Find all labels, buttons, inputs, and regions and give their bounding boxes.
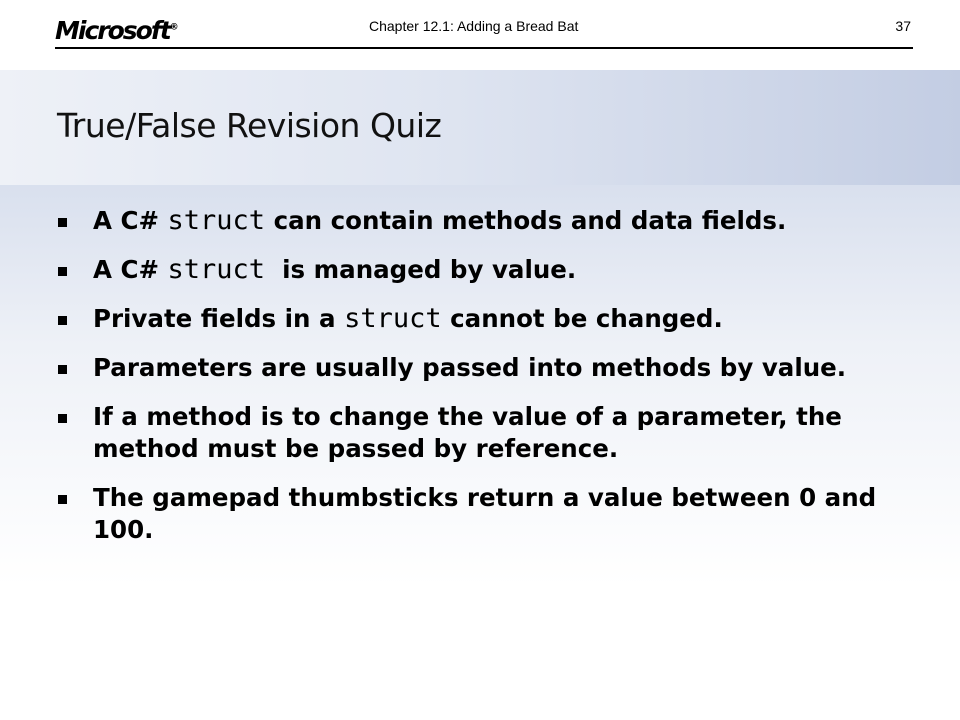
square-bullet-icon (58, 218, 67, 227)
square-bullet-icon (58, 414, 67, 423)
square-bullet-icon (58, 365, 67, 374)
square-bullet-icon (58, 495, 67, 504)
square-bullet-icon (58, 316, 67, 325)
quiz-item-6: The gamepad thumbsticks return a value between 0 and 100. (58, 482, 938, 546)
slide-header (55, 12, 913, 48)
square-bullet-icon (58, 267, 67, 276)
quiz-item-1: A C# struct can contain methods and data fields. (58, 205, 938, 237)
quiz-item-3: Private fields in a struct cannot be changed. (58, 303, 938, 335)
header-divider (55, 47, 913, 49)
chapter-title: Chapter 12.1: Adding a Bread Bat (369, 18, 579, 34)
page-number: 37 (895, 18, 911, 34)
slide-title: True/False Revision Quiz (57, 106, 442, 145)
quiz-item-4: Parameters are usually passed into methods by value. (58, 352, 938, 384)
microsoft-logo: Microsoft® (55, 16, 179, 45)
quiz-list (58, 205, 938, 563)
quiz-item-5: If a method is to change the value of a parameter, the method must be passed by reference. (58, 401, 938, 465)
quiz-item-2: A C# struct is managed by value. (58, 254, 938, 286)
